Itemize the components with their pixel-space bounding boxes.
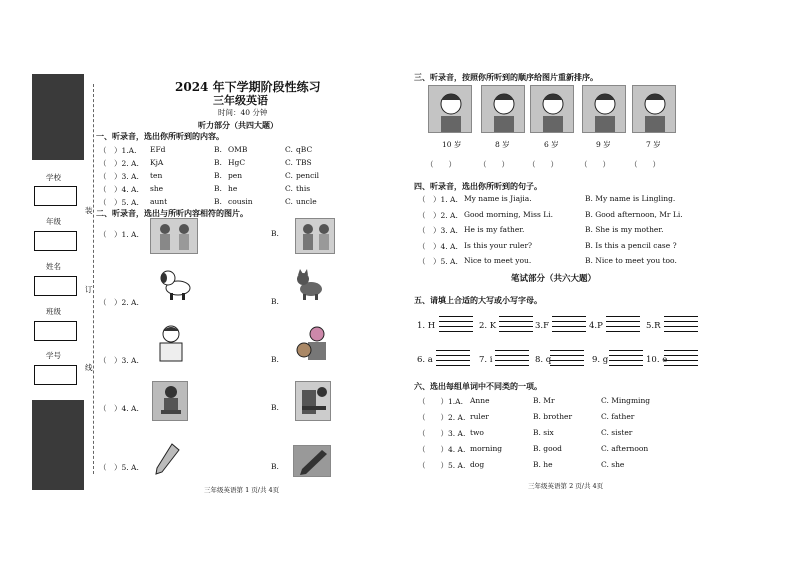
s5-writing-grid[interactable] xyxy=(664,316,698,332)
s1-item-cv: TBS xyxy=(296,158,312,167)
s4-item-num[interactable]: （ ）5. A. xyxy=(418,257,458,266)
s6-item-c: C. afternoon xyxy=(601,444,649,453)
s2-item-b: B. xyxy=(271,403,279,412)
s6-item-a: ruler xyxy=(470,412,489,421)
s1-item-c: C. xyxy=(285,145,293,154)
s6-item-b: B. brother xyxy=(533,412,573,421)
s1-item-num[interactable]: （ ）2. A. xyxy=(99,159,139,168)
s1-item-num[interactable]: （ ）1.A. xyxy=(99,146,137,155)
s4-item-num[interactable]: （ ）1. A. xyxy=(418,195,458,204)
s6-item-c: C. she xyxy=(601,460,625,469)
s4-item-a: Nice to meet you. xyxy=(464,256,532,265)
footer-right: 三年级英语第 2 页/共 4页 xyxy=(528,482,604,490)
s5-letter: 10. e xyxy=(646,355,668,365)
name-label: 姓名 xyxy=(46,262,61,271)
s6-item-num[interactable]: （ ）3. A. xyxy=(418,429,466,438)
s1-item-b: B. xyxy=(214,145,222,154)
s2-item-b: B. xyxy=(271,297,279,306)
grade-label: 年级 xyxy=(46,217,61,226)
sidebar-dark-block-bottom xyxy=(32,400,84,490)
s5-letter: 7. i xyxy=(479,355,493,365)
s6-item-a: two xyxy=(470,428,484,437)
s5-writing-grid[interactable] xyxy=(495,350,529,366)
student-id-field[interactable] xyxy=(34,365,77,385)
s1-item-num[interactable]: （ ）5. A. xyxy=(99,198,139,207)
s5-writing-grid[interactable] xyxy=(439,316,473,332)
picture-2a-dog xyxy=(158,266,194,302)
school-label: 学校 xyxy=(46,173,61,182)
s1-item-b: B. xyxy=(214,184,222,193)
s2-item-num[interactable]: （ ）1. A. xyxy=(99,230,139,239)
picture-3b-boy-with-toy xyxy=(293,324,333,364)
s1-item-bv: OMB xyxy=(228,145,248,154)
section3-answer-bracket[interactable]: （ ） xyxy=(630,160,660,169)
s1-item-bv: HgC xyxy=(228,158,246,167)
s5-letter: 5.R xyxy=(646,321,661,331)
s6-item-num[interactable]: （ ）5. A. xyxy=(418,461,466,470)
s1-item-bv: cousin xyxy=(228,197,253,206)
picture-1a-greeting xyxy=(150,218,198,254)
grade-field[interactable] xyxy=(34,231,77,251)
s1-item-b: B. xyxy=(214,197,222,206)
s1-item-num[interactable]: （ ）4. A. xyxy=(99,185,139,194)
s1-item-bv: pen xyxy=(228,171,243,180)
s5-writing-grid[interactable] xyxy=(609,350,643,366)
listening-section-title: 听力部分（共四大题） xyxy=(198,120,278,130)
s6-item-num[interactable]: （ ）4. A. xyxy=(418,445,466,454)
s1-item-c: C. xyxy=(285,197,293,206)
s5-letter: 9. g xyxy=(592,355,609,365)
s4-item-b: B. Is this a pencil case ? xyxy=(585,240,677,250)
s6-item-a: dog xyxy=(470,460,485,469)
s4-item-a: Good morning, Miss Li. xyxy=(464,209,553,219)
name-field[interactable] xyxy=(34,276,77,296)
binding-line xyxy=(93,84,94,474)
s1-item-c: C. xyxy=(285,184,293,193)
subject-title: 三年级英语 xyxy=(213,94,268,107)
binding-char-xian: 线 xyxy=(85,363,93,372)
section3-answer-bracket[interactable]: （ ） xyxy=(528,160,558,169)
section3-age: 8 岁 xyxy=(495,140,510,149)
binding-char-ding: 订 xyxy=(85,285,93,294)
s4-item-b: B. Nice to meet you too. xyxy=(585,256,677,265)
s5-letter: 3.F xyxy=(535,321,550,331)
section5-title: 五、请填上合适的大写或小写字母。 xyxy=(414,295,542,305)
section3-age: 6 岁 xyxy=(544,140,559,149)
s4-item-a: He is my father. xyxy=(464,225,525,234)
section3-age: 10 岁 xyxy=(442,140,462,149)
s1-item-cv: this xyxy=(296,184,311,193)
s1-item-num[interactable]: （ ）3. A. xyxy=(99,172,139,181)
s2-item-b: B. xyxy=(271,462,279,471)
s4-item-b: B. Good afternoon, Mr Li. xyxy=(585,209,683,219)
s6-item-a: morning xyxy=(470,444,503,453)
section3-answer-bracket[interactable]: （ ） xyxy=(426,160,456,169)
section3-child-picture xyxy=(582,85,626,133)
s4-item-num[interactable]: （ ）2. A. xyxy=(418,210,458,220)
s6-item-c: C. father xyxy=(601,412,635,421)
s1-item-c: C. xyxy=(285,158,293,167)
picture-4a-sitting-boy xyxy=(152,381,188,421)
s1-item-a: EFd xyxy=(150,145,166,154)
s2-item-num[interactable]: （ ）4. A. xyxy=(99,404,139,413)
section3-child-picture xyxy=(481,85,525,133)
s4-item-a: My name is Jiajia. xyxy=(464,194,532,203)
s6-item-c: C. Mingming xyxy=(601,396,651,405)
section3-child-picture xyxy=(632,85,676,133)
section3-title: 三、听录音，按照你所听到的顺序给图片重新排序。 xyxy=(414,72,598,82)
s6-item-num[interactable]: （ ）2. A. xyxy=(418,413,466,422)
s6-item-c: C. sister xyxy=(601,428,633,437)
s5-writing-grid[interactable] xyxy=(664,350,698,366)
section3-child-picture xyxy=(530,85,574,133)
s1-item-c: C. xyxy=(285,171,293,180)
section3-age: 7 岁 xyxy=(646,140,661,149)
s5-letter: 2. K xyxy=(479,321,497,331)
class-field[interactable] xyxy=(34,321,77,341)
s1-item-a: KjA xyxy=(150,158,164,167)
s4-item-num[interactable]: （ ）4. A. xyxy=(418,241,458,251)
s1-item-a: aunt xyxy=(150,197,168,206)
section3-answer-bracket[interactable]: （ ） xyxy=(580,160,610,169)
s2-item-num[interactable]: （ ）5. A. xyxy=(99,463,139,472)
picture-3a-boy xyxy=(153,323,189,363)
writing-section-title: 笔试部分（共六大题） xyxy=(511,274,597,284)
s6-item-b: B. good xyxy=(533,444,562,453)
s6-item-num[interactable]: （ ）1.A. xyxy=(418,397,463,406)
s5-letter: 1. H xyxy=(417,321,436,331)
class-label: 班级 xyxy=(46,307,61,316)
picture-2b-cat xyxy=(293,267,327,301)
student-id-label: 学号 xyxy=(46,351,61,360)
s2-item-num[interactable]: （ ）3. A. xyxy=(99,356,139,365)
s5-writing-grid[interactable] xyxy=(436,350,470,366)
section3-age: 9 岁 xyxy=(596,140,611,149)
s5-writing-grid[interactable] xyxy=(550,350,584,366)
s4-item-a: Is this your ruler? xyxy=(464,240,533,250)
s5-writing-grid[interactable] xyxy=(552,316,586,332)
s5-letter: 8. q xyxy=(535,355,552,365)
s2-item-num[interactable]: （ ）2. A. xyxy=(99,298,139,307)
binding-char-zhuang: 装 xyxy=(85,206,93,215)
picture-5a-pencil xyxy=(152,442,182,476)
s1-item-b: B. xyxy=(214,171,222,180)
s6-item-b: B. Mr xyxy=(533,396,555,405)
school-field[interactable] xyxy=(34,186,77,206)
s1-item-cv: qBC xyxy=(296,145,313,154)
picture-1b-greeting xyxy=(295,218,335,254)
picture-4b-chair xyxy=(295,381,331,421)
s4-item-b: B. She is my mother. xyxy=(585,225,664,234)
s4-item-num[interactable]: （ ）3. A. xyxy=(418,226,458,235)
s2-item-b: B. xyxy=(271,355,279,364)
exam-time: 时间：40 分钟 xyxy=(218,108,268,117)
s1-item-cv: uncle xyxy=(296,197,317,206)
section1-title: 一、听录音，选出你所听到的内容。 xyxy=(96,131,224,141)
s5-letter: 6. a xyxy=(417,355,433,365)
s1-item-cv: pencil xyxy=(296,171,320,180)
sidebar-dark-block-top xyxy=(32,74,84,160)
s1-item-b: B. xyxy=(214,158,222,167)
s6-item-b: B. he xyxy=(533,460,553,469)
section6-title: 六、选出每组单词中不同类的一项。 xyxy=(414,381,542,391)
picture-5b-pen xyxy=(293,445,331,477)
s1-item-a: she xyxy=(150,184,164,193)
section3-child-picture xyxy=(428,85,472,133)
s4-item-b: B. My name is Lingling. xyxy=(585,194,676,203)
section4-title: 四、听录音，选出你所听到的句子。 xyxy=(414,181,542,191)
section2-title: 二、听录音，选出与所听内容相符的图片。 xyxy=(96,208,248,218)
s2-item-b: B. xyxy=(271,229,279,238)
s1-item-a: ten xyxy=(150,171,163,180)
s6-item-b: B. six xyxy=(533,428,554,437)
section3-answer-bracket[interactable]: （ ） xyxy=(479,160,509,169)
s5-writing-grid[interactable] xyxy=(606,316,640,332)
s5-writing-grid[interactable] xyxy=(499,316,533,332)
s5-letter: 4.P xyxy=(589,321,603,331)
s6-item-a: Anne xyxy=(470,396,490,405)
s1-item-bv: he xyxy=(228,184,238,193)
page-title: 2024 年下学期阶段性练习 xyxy=(175,80,321,94)
footer-left: 三年级英语第 1 页/共 4页 xyxy=(204,486,280,494)
